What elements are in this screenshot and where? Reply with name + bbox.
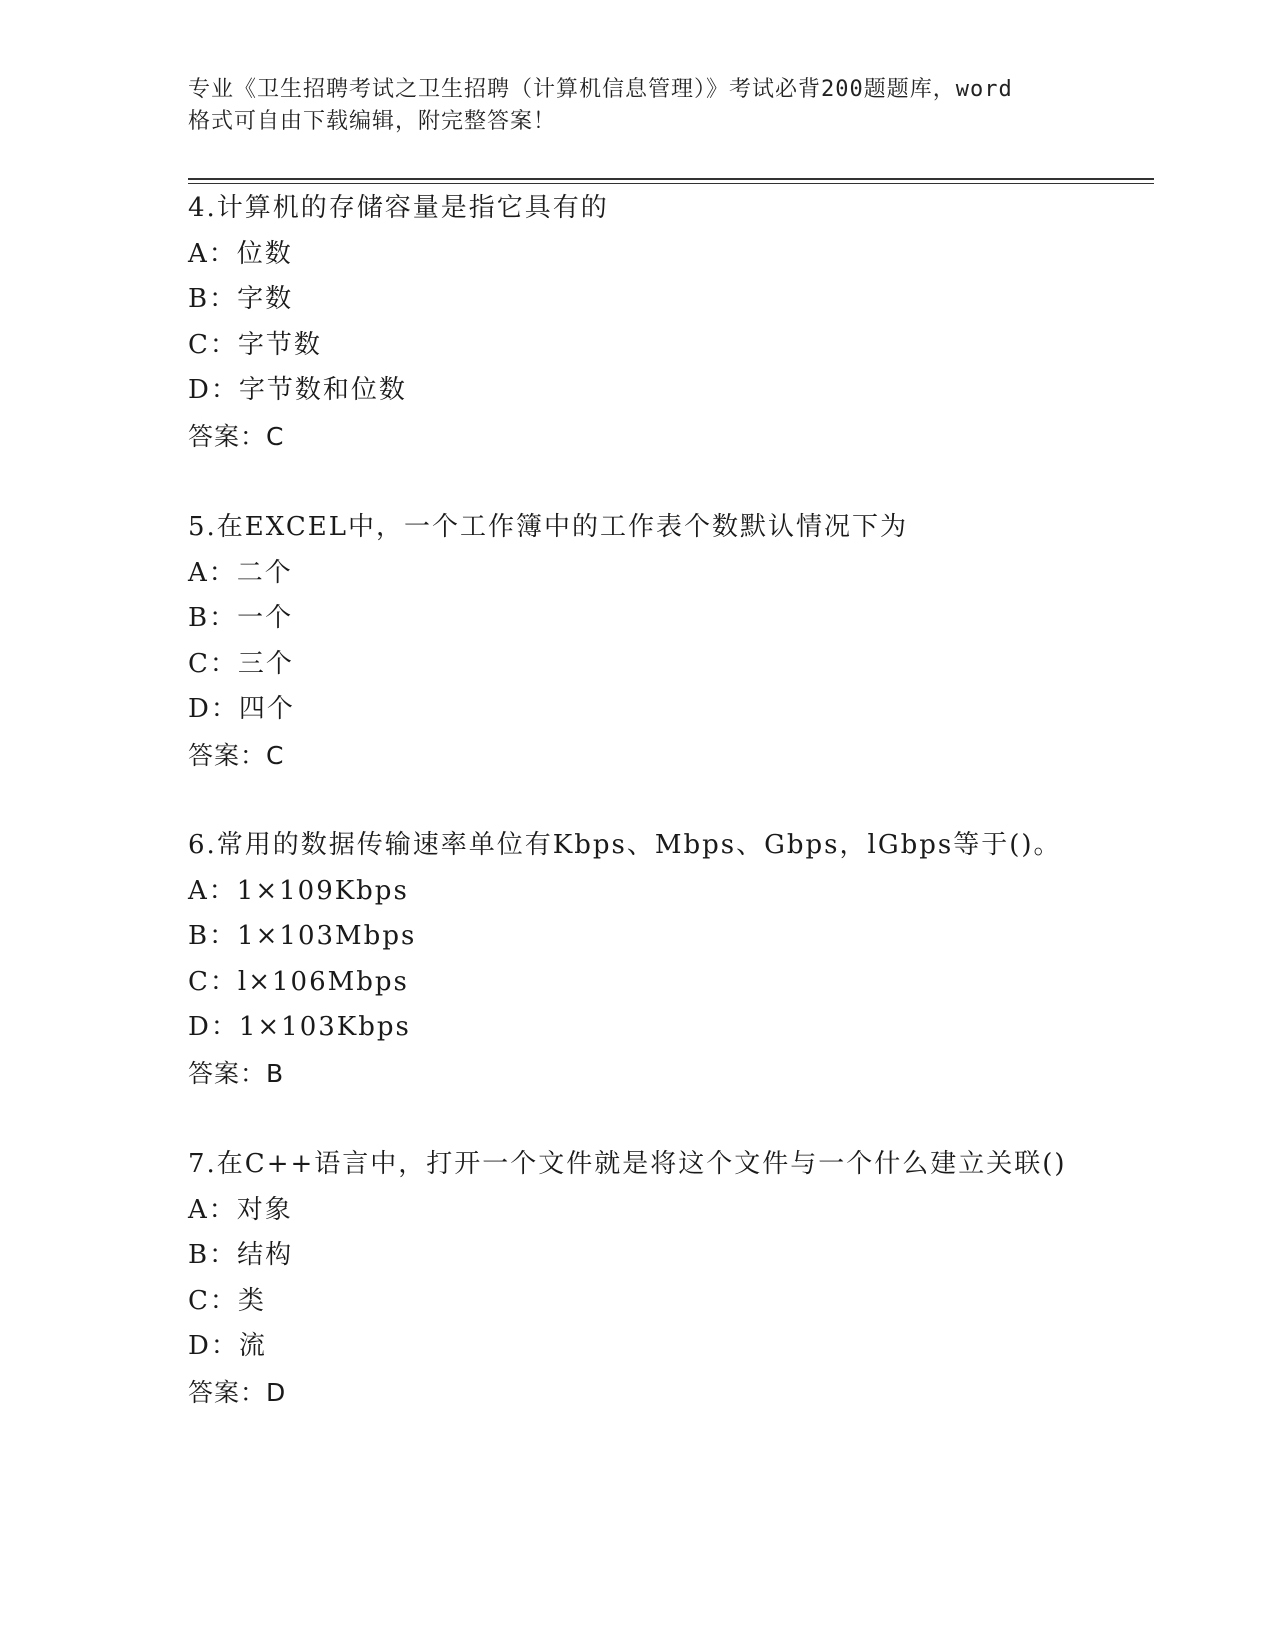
header-line-1: 专业《卫生招聘考试之卫生招聘（计算机信息管理）》考试必背200题题库，word <box>188 77 1013 102</box>
option-b: B：结构 <box>188 1240 294 1270</box>
option-c: C：类 <box>188 1285 266 1316</box>
answer-label: 答案：C <box>188 421 285 451</box>
option-a: A：对象 <box>188 1194 293 1225</box>
question-6 <box>188 823 1168 1096</box>
option-c: C：字节数 <box>188 329 322 360</box>
option-a: A：二个 <box>188 557 293 588</box>
answer-label: 答案：D <box>188 1377 287 1407</box>
option-a: A：1×109Kbps <box>188 875 409 906</box>
option-b: B：一个 <box>188 603 294 633</box>
option-d: D：1×103Kbps <box>188 1012 411 1042</box>
question-stem: 5.在EXCEL中，一个工作簿中的工作表个数默认情况下为 <box>188 512 908 542</box>
option-b: B：字数 <box>188 284 294 314</box>
option-a: A：位数 <box>188 238 293 269</box>
option-d: D：字节数和位数 <box>188 375 407 405</box>
question-stem: 6.常用的数据传输速率单位有Kbps、Mbps、Gbps，lGbps等于()。 <box>188 830 1062 860</box>
option-c: C：l×106Mbps <box>188 966 409 997</box>
header-divider-thin <box>188 183 1154 184</box>
document-header <box>188 74 1088 138</box>
header-line-2: 格式可自由下载编辑，附完整答案！ <box>188 109 557 134</box>
option-d: D：流 <box>188 1331 267 1361</box>
answer-label: 答案：C <box>188 740 285 770</box>
question-5 <box>188 505 1168 778</box>
question-7 <box>188 1142 1168 1415</box>
question-stem: 4.计算机的存储容量是指它具有的 <box>188 193 609 223</box>
header-divider-thick <box>188 178 1154 180</box>
question-stem: 7.在C++语言中，打开一个文件就是将这个文件与一个什么建立关联() <box>188 1149 1067 1179</box>
option-b: B：1×103Mbps <box>188 921 417 951</box>
question-4 <box>188 186 1168 459</box>
option-c: C：三个 <box>188 648 294 679</box>
answer-label: 答案：B <box>188 1058 285 1088</box>
option-d: D：四个 <box>188 694 295 724</box>
